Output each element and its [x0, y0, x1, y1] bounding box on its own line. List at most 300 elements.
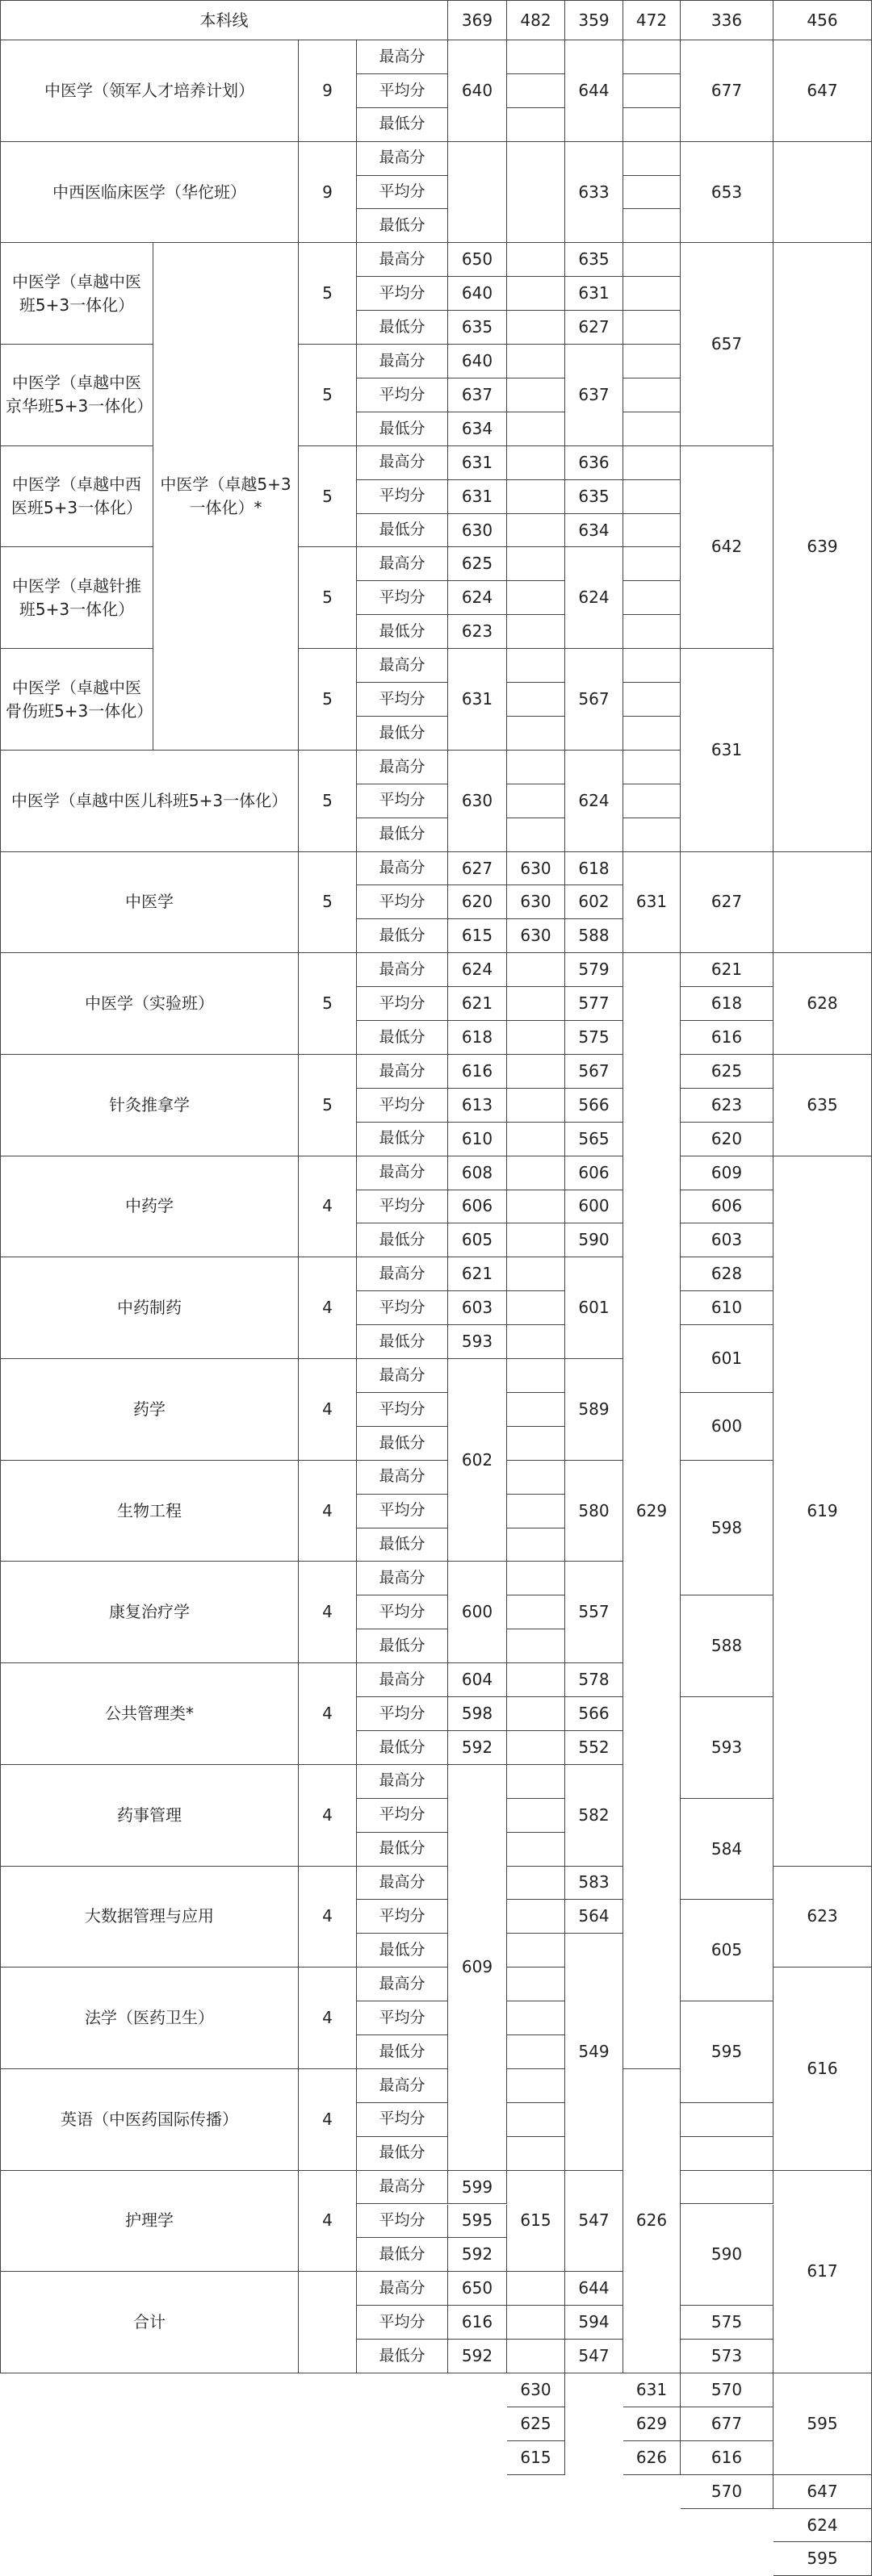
score-cell-text: 578	[578, 1670, 610, 1690]
score-cell	[773, 1968, 872, 2170]
stat-label-text: 最高分	[379, 250, 426, 269]
score-cell	[565, 1123, 623, 1156]
stat-label	[357, 74, 448, 108]
program-name	[0, 142, 299, 244]
score-cell	[448, 885, 507, 919]
score-cell	[681, 1799, 773, 1901]
score-cell-text: 595	[461, 2210, 493, 2231]
stat-label	[357, 1021, 448, 1055]
score-cell	[623, 176, 681, 210]
stat-label	[357, 1055, 448, 1089]
stat-label	[357, 1156, 448, 1190]
score-cell-text: 642	[711, 537, 743, 557]
stat-label-text: 最低分	[379, 2245, 426, 2264]
score-cell	[448, 1156, 507, 1190]
score-cell	[565, 1731, 623, 1765]
stat-label	[357, 818, 448, 852]
program-name	[0, 2069, 299, 2171]
score-cell	[565, 2171, 623, 2273]
score-cell	[565, 1156, 623, 1190]
score-cell-text: 631	[461, 486, 493, 506]
score-cell	[448, 547, 507, 581]
score-cell	[507, 852, 565, 886]
program-years	[299, 1055, 357, 1156]
score-cell	[565, 345, 623, 446]
score-cell	[565, 2340, 623, 2373]
score-cell-text: 618	[461, 1027, 493, 1047]
score-cell-text: 623	[461, 621, 493, 642]
score-cell-text: 599	[461, 2177, 493, 2197]
score-cell	[623, 514, 681, 548]
program-name-text: 中医学（卓越中医骨伤班5+3一体化）	[6, 677, 153, 721]
stat-label-text: 平均分	[379, 81, 426, 99]
program-years	[299, 1156, 357, 1258]
stat-label-text: 最低分	[379, 419, 426, 437]
score-cell	[507, 1021, 565, 1055]
stat-label-text: 最低分	[379, 723, 426, 742]
score-cell-text: 579	[578, 960, 610, 980]
stat-label-text: 平均分	[379, 2211, 426, 2230]
score-cell	[448, 987, 507, 1021]
score-cell-text: 644	[578, 80, 610, 100]
score-cell-text: 627	[711, 892, 743, 912]
score-cell	[623, 378, 681, 412]
program-name-text: 中医学（卓越中西医班5+3一体化）	[10, 475, 143, 518]
program-name	[0, 446, 153, 548]
score-cell	[565, 1055, 623, 1089]
stat-label	[357, 176, 448, 210]
program-name	[0, 649, 153, 751]
score-cell-text: 606	[711, 1196, 743, 1216]
stat-label	[357, 1595, 448, 1629]
score-cell	[773, 852, 872, 954]
score-cell-text: 647	[807, 80, 838, 100]
score-cell	[448, 919, 507, 953]
score-cell	[623, 311, 681, 345]
program-name-text: 康复治疗学	[109, 1602, 190, 1622]
stat-label	[357, 2306, 448, 2340]
score-cell-text: 598	[711, 1517, 743, 1537]
header-col-2-text: 482	[520, 10, 551, 30]
score-cell-text: 630	[520, 2379, 551, 2399]
score-cell	[773, 1867, 872, 1968]
score-cell	[448, 412, 507, 446]
score-cell	[681, 1089, 773, 1123]
score-cell-text: 624	[461, 588, 493, 608]
score-cell-text: 605	[461, 1230, 493, 1250]
program-name	[0, 751, 299, 852]
program-years	[299, 1461, 357, 1562]
score-cell	[681, 1697, 773, 1799]
score-cell	[507, 1495, 565, 1528]
score-cell	[507, 919, 565, 953]
score-cell	[681, 1223, 773, 1257]
stat-label-text: 最高分	[379, 1974, 426, 1993]
stat-label-text: 平均分	[379, 1298, 426, 1316]
stat-label	[357, 480, 448, 514]
score-cell	[448, 1021, 507, 1055]
score-cell	[565, 142, 623, 244]
program-name-text: 法学（医药卫生）	[85, 2008, 214, 2028]
score-cell-text: 634	[578, 520, 610, 540]
score-cell	[565, 987, 623, 1021]
score-cell-text: 620	[461, 892, 493, 912]
stat-label	[357, 1393, 448, 1427]
program-name-text: 大数据管理与应用	[85, 1906, 214, 1926]
stat-label-text: 最低分	[379, 1940, 426, 1959]
score-cell	[448, 2272, 507, 2306]
score-cell	[681, 649, 773, 851]
stat-label-text: 平均分	[379, 1197, 426, 1215]
score-cell	[565, 1765, 623, 1867]
score-cell	[507, 446, 565, 480]
score-cell	[507, 74, 565, 108]
score-cell	[773, 1055, 872, 1156]
program-name-text: 公共管理类*	[105, 1703, 194, 1723]
stat-label-text: 最高分	[379, 148, 426, 167]
program-years	[299, 2171, 357, 2273]
stat-label-text: 最低分	[379, 1636, 426, 1654]
stat-label	[357, 1089, 448, 1123]
program-name-text: 英语（中医药国际传播）	[61, 2109, 238, 2129]
score-cell-text: 647	[807, 2481, 838, 2501]
score-cell-text: 609	[461, 1957, 493, 1977]
program-name-text: 中医学（领军人才培养计划）	[44, 80, 254, 100]
score-cell	[773, 2542, 872, 2576]
score-cell	[565, 751, 623, 852]
program-years-text: 4	[322, 1804, 333, 1825]
stat-label	[357, 1359, 448, 1393]
stat-label	[357, 1291, 448, 1325]
score-cell	[507, 987, 565, 1021]
score-cell-text: 621	[711, 960, 743, 980]
score-cell	[623, 345, 681, 378]
program-years-text: 4	[322, 1500, 333, 1520]
score-cell	[681, 2475, 773, 2509]
score-cell-text: 616	[711, 2447, 743, 2467]
score-cell-text: 547	[578, 2210, 610, 2231]
program-years	[299, 243, 357, 345]
program-name	[0, 40, 299, 142]
stat-label	[357, 311, 448, 345]
program-years-text: 4	[322, 1298, 333, 1318]
program-years	[299, 345, 357, 446]
program-years-text: 4	[322, 1703, 333, 1723]
score-cell-text: 630	[520, 858, 551, 878]
score-cell	[565, 2306, 623, 2340]
score-cell	[507, 1190, 565, 1224]
score-cell-text: 600	[711, 1416, 743, 1436]
stat-label-text: 最低分	[379, 216, 426, 235]
stat-label	[357, 277, 448, 311]
header-col-2	[507, 0, 565, 40]
stat-label	[357, 1697, 448, 1731]
stat-label	[357, 1325, 448, 1359]
program-years	[299, 1257, 357, 1359]
score-cell-text: 601	[578, 1298, 610, 1318]
stat-label-text: 平均分	[379, 385, 426, 404]
score-cell	[623, 2407, 681, 2441]
score-cell-text: 566	[578, 1094, 610, 1114]
program-years	[299, 751, 357, 852]
score-cell	[507, 1427, 565, 1461]
score-cell	[507, 1359, 565, 1393]
program-years	[299, 1765, 357, 1867]
score-cell	[565, 1867, 623, 1901]
header-label	[0, 0, 448, 40]
program-name-text: 药学	[133, 1399, 166, 1419]
stat-label-text: 最高分	[379, 453, 426, 471]
score-cell-text: 570	[711, 2481, 743, 2501]
score-cell-text: 631	[461, 452, 493, 472]
score-cell	[681, 142, 773, 244]
stat-label	[357, 1461, 448, 1495]
stat-label-text: 最低分	[379, 1839, 426, 1858]
stat-label	[357, 1190, 448, 1224]
score-cell-text: 606	[578, 1162, 610, 1182]
program-years	[299, 953, 357, 1055]
stat-label-text: 最高分	[379, 2177, 426, 2196]
score-cell	[681, 40, 773, 142]
score-cell-text: 631	[635, 892, 668, 912]
score-cell	[773, 2475, 872, 2509]
score-cell	[681, 1291, 773, 1325]
score-cell	[507, 1900, 565, 1934]
program-name	[0, 243, 153, 345]
score-cell	[507, 1156, 565, 1190]
score-cell	[565, 1223, 623, 1257]
score-cell	[565, 1190, 623, 1224]
stat-label	[357, 446, 448, 480]
stat-label	[357, 1968, 448, 2001]
score-cell	[448, 852, 507, 886]
header-col-4-text: 472	[635, 10, 668, 30]
program-years	[299, 1359, 357, 1461]
program-parent-name	[153, 243, 299, 750]
stat-label-text: 最高分	[379, 1467, 426, 1486]
program-years	[299, 1562, 357, 1663]
score-cell	[507, 108, 565, 142]
score-cell-text: 566	[578, 1703, 610, 1723]
score-cell	[623, 243, 681, 277]
program-name	[0, 1461, 299, 1562]
score-cell	[565, 547, 623, 649]
score-cell-text: 595	[711, 2041, 743, 2061]
stat-label-text: 最低分	[379, 825, 426, 843]
score-cell	[681, 1900, 773, 2001]
score-cell	[565, 446, 623, 480]
score-cell	[565, 311, 623, 345]
program-name	[0, 953, 299, 1055]
score-cell-text: 592	[461, 2244, 493, 2264]
program-name-text: 合计	[133, 2312, 166, 2332]
score-cell-text: 590	[578, 1230, 610, 1250]
program-name	[0, 1562, 299, 1663]
score-cell-text: 635	[578, 249, 610, 270]
program-name	[0, 1867, 299, 1968]
score-cell	[507, 547, 565, 581]
header-col-4	[623, 0, 681, 40]
score-cell	[565, 1089, 623, 1123]
header-col-3	[565, 0, 623, 40]
stat-label	[357, 243, 448, 277]
program-years	[299, 649, 357, 751]
stat-label-text: 平均分	[379, 1805, 426, 1824]
score-cell-text: 575	[578, 1027, 610, 1047]
program-years	[299, 40, 357, 142]
score-cell	[507, 2407, 565, 2441]
score-cell	[623, 717, 681, 751]
score-cell-text: 626	[635, 2447, 668, 2467]
stat-label-text: 最低分	[379, 1535, 426, 1554]
score-cell-text: 650	[461, 249, 493, 270]
score-cell-text: 594	[578, 2312, 610, 2332]
stat-label-text: 平均分	[379, 2008, 426, 2026]
score-cell-text: 593	[711, 1737, 743, 1757]
score-cell-text: 640	[461, 283, 493, 303]
score-cell-text: 677	[711, 80, 743, 100]
score-cell-text: 604	[461, 1670, 493, 1690]
stat-label	[357, 2103, 448, 2137]
score-cell	[507, 717, 565, 751]
stat-label	[357, 412, 448, 446]
score-cell-text: 573	[711, 2346, 743, 2366]
score-cell	[448, 446, 507, 480]
score-cell-text: 564	[578, 1906, 610, 1926]
score-cell	[565, 852, 623, 886]
program-years-text: 5	[322, 892, 333, 912]
stat-label	[357, 1257, 448, 1291]
score-cell-text: 609	[711, 1162, 743, 1182]
score-cell	[448, 1731, 507, 1765]
stat-label-text: 最高分	[379, 1569, 426, 1587]
score-cell	[507, 1528, 565, 1562]
stat-label	[357, 1663, 448, 1697]
stat-label-text: 最高分	[379, 351, 426, 370]
score-cell-text: 557	[578, 1602, 610, 1622]
stat-label-text: 最高分	[379, 1163, 426, 1181]
stat-label	[357, 784, 448, 818]
score-cell	[681, 2407, 773, 2441]
stat-label-text: 最高分	[379, 1365, 426, 1384]
score-cell-text: 621	[461, 993, 493, 1014]
score-cell	[507, 784, 565, 818]
score-cell	[565, 953, 623, 987]
score-cell-text: 616	[711, 1027, 743, 1047]
score-cell	[507, 1934, 565, 1968]
header-col-1	[448, 0, 507, 40]
score-cell	[507, 2035, 565, 2069]
score-cell	[507, 2373, 565, 2407]
score-cell-text: 635	[461, 317, 493, 337]
stat-label-text: 平均分	[379, 1704, 426, 1722]
score-cell-text: 627	[461, 858, 493, 878]
score-cell-text: 657	[711, 334, 743, 354]
stat-label-text: 最高分	[379, 655, 426, 674]
score-cell	[623, 2441, 681, 2475]
score-cell-text: 629	[635, 1500, 668, 1520]
score-cell	[448, 1190, 507, 1224]
program-years-text: 5	[322, 790, 333, 810]
score-cell	[565, 1257, 623, 1359]
stat-label	[357, 2035, 448, 2069]
stat-label	[357, 514, 448, 548]
score-cell-text: 650	[461, 2278, 493, 2298]
score-cell	[681, 1123, 773, 1156]
header-col-1-text: 369	[461, 10, 493, 30]
program-name-text: 中医学（卓越针推班5+3一体化）	[12, 575, 141, 619]
score-cell-text: 631	[461, 689, 493, 709]
score-cell	[623, 2373, 681, 2407]
score-cell	[507, 1629, 565, 1663]
score-cell	[507, 1833, 565, 1867]
score-cell	[565, 1663, 623, 1697]
program-name-text: 针灸推拿学	[109, 1094, 190, 1114]
score-cell	[773, 142, 872, 244]
score-cell	[565, 1934, 623, 2170]
score-cell	[448, 649, 507, 751]
score-cell-text: 602	[578, 892, 610, 912]
score-cell-text: 589	[578, 1399, 610, 1419]
stat-label-text: 最高分	[379, 757, 426, 776]
program-name-text: 中医学（卓越中医班5+3一体化）	[12, 271, 141, 315]
stat-label	[357, 2238, 448, 2272]
program-years-text: 4	[322, 2008, 333, 2028]
program-years-text: 5	[322, 689, 333, 709]
score-cell-text: 600	[578, 1196, 610, 1216]
score-cell	[507, 1223, 565, 1257]
score-cell	[507, 480, 565, 514]
stat-label	[357, 1900, 448, 1934]
stat-label-text: 最低分	[379, 2143, 426, 2162]
score-cell	[623, 446, 681, 480]
score-cell	[448, 1257, 507, 1291]
score-cell	[623, 142, 681, 176]
score-cell-text: 644	[578, 2278, 610, 2298]
stat-label-text: 平均分	[379, 1399, 426, 1418]
score-cell	[681, 1325, 773, 1393]
program-name-text: 中医学（实验班）	[85, 993, 214, 1014]
score-cell	[507, 615, 565, 649]
program-name	[0, 2171, 299, 2273]
score-cell	[507, 2340, 565, 2373]
score-cell	[565, 514, 623, 548]
score-cell	[773, 1156, 872, 1867]
score-cell	[565, 885, 623, 919]
score-cell	[448, 311, 507, 345]
score-cell	[507, 1697, 565, 1731]
program-years-text: 5	[322, 486, 333, 506]
score-cell	[507, 1968, 565, 2001]
score-cell-text: 606	[461, 1196, 493, 1216]
score-cell	[623, 818, 681, 852]
score-cell	[507, 2001, 565, 2035]
program-years-text: 9	[322, 80, 333, 100]
stat-label	[357, 547, 448, 581]
stat-label-text: 最低分	[379, 115, 426, 133]
score-cell-text: 630	[461, 790, 493, 810]
score-cell-text: 588	[711, 1636, 743, 1656]
score-cell	[507, 953, 565, 987]
score-cell	[448, 751, 507, 852]
stat-label	[357, 615, 448, 649]
score-cell-text: 582	[578, 1804, 610, 1825]
stat-label	[357, 581, 448, 615]
score-cell	[448, 2340, 507, 2373]
header-label-text: 本科线	[199, 10, 249, 30]
score-cell-text: 615	[461, 926, 493, 946]
score-cell	[623, 547, 681, 581]
